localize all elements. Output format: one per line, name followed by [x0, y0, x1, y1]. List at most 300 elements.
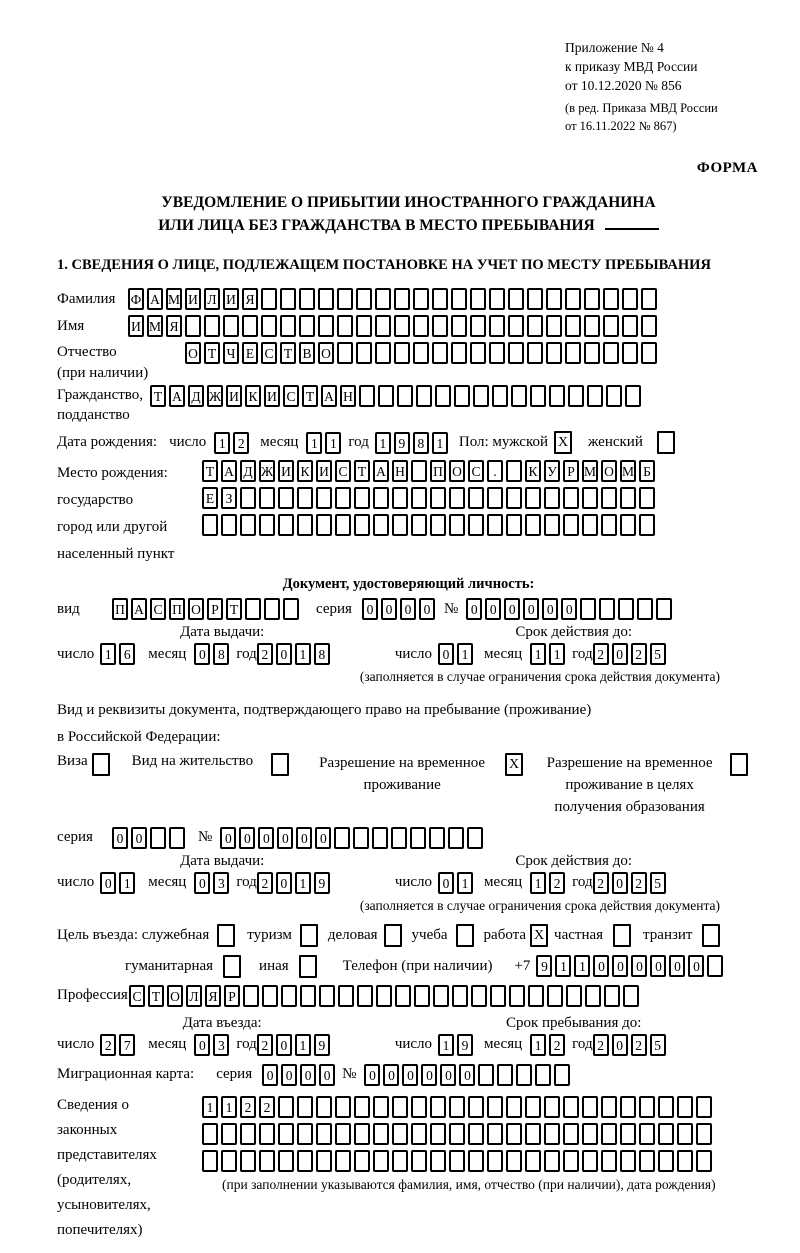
char-cell[interactable]: Я: [205, 985, 221, 1007]
char-cell[interactable]: 0: [112, 827, 128, 849]
residence-permit-checkbox[interactable]: [271, 753, 289, 776]
char-cell[interactable]: [335, 1123, 351, 1145]
char-cell[interactable]: [696, 1096, 712, 1118]
char-cell[interactable]: 2: [549, 872, 565, 894]
char-cell[interactable]: [487, 1150, 503, 1172]
char-cell[interactable]: [658, 1123, 674, 1145]
char-cell[interactable]: 1: [295, 1034, 311, 1056]
char-cell[interactable]: [356, 315, 372, 337]
char-cell[interactable]: [637, 598, 653, 620]
char-cell[interactable]: [411, 487, 427, 509]
char-cell[interactable]: [604, 985, 620, 1007]
char-cell[interactable]: [468, 1150, 484, 1172]
char-cell[interactable]: [620, 1150, 636, 1172]
char-cell[interactable]: 0: [631, 955, 647, 977]
char-cell[interactable]: [373, 1150, 389, 1172]
char-cell[interactable]: [240, 1123, 256, 1145]
char-cell[interactable]: [410, 827, 426, 849]
sex-male-checkbox[interactable]: X: [554, 431, 572, 454]
char-cell[interactable]: [584, 315, 600, 337]
sex-female-checkbox[interactable]: [657, 431, 675, 454]
char-cell[interactable]: [525, 1096, 541, 1118]
char-cell[interactable]: И: [264, 385, 280, 407]
char-cell[interactable]: М: [147, 315, 163, 337]
char-cell[interactable]: [618, 598, 634, 620]
char-cell[interactable]: И: [316, 460, 332, 482]
char-cell[interactable]: [278, 487, 294, 509]
char-cell[interactable]: [297, 514, 313, 536]
char-cell[interactable]: Д: [188, 385, 204, 407]
char-cell[interactable]: [202, 514, 218, 536]
char-cell[interactable]: Р: [224, 985, 240, 1007]
char-cell[interactable]: 0: [281, 1064, 297, 1086]
char-cell[interactable]: [639, 514, 655, 536]
char-cell[interactable]: С: [150, 598, 166, 620]
char-cell[interactable]: 0: [400, 598, 416, 620]
char-cell[interactable]: 1: [119, 872, 135, 894]
char-cell[interactable]: [585, 985, 601, 1007]
char-cell[interactable]: [240, 487, 256, 509]
char-cell[interactable]: О: [601, 460, 617, 482]
char-cell[interactable]: [487, 487, 503, 509]
char-cell[interactable]: [354, 487, 370, 509]
char-cell[interactable]: [468, 514, 484, 536]
char-cell[interactable]: [639, 1150, 655, 1172]
char-cell[interactable]: [544, 514, 560, 536]
char-cell[interactable]: К: [297, 460, 313, 482]
char-cell[interactable]: 0: [440, 1064, 456, 1086]
purpose-business-checkbox[interactable]: [384, 924, 402, 947]
char-cell[interactable]: [261, 315, 277, 337]
char-cell[interactable]: [490, 985, 506, 1007]
char-cell[interactable]: [359, 385, 375, 407]
char-cell[interactable]: 0: [688, 955, 704, 977]
char-cell[interactable]: 1: [325, 432, 341, 454]
char-cell[interactable]: Ж: [207, 385, 223, 407]
char-cell[interactable]: [506, 1123, 522, 1145]
char-cell[interactable]: 2: [593, 1034, 609, 1056]
char-cell[interactable]: 0: [381, 598, 397, 620]
char-cell[interactable]: [397, 385, 413, 407]
char-cell[interactable]: [535, 1064, 551, 1086]
char-cell[interactable]: Т: [202, 460, 218, 482]
char-cell[interactable]: [489, 315, 505, 337]
char-cell[interactable]: [395, 985, 411, 1007]
temp-residence-edu-checkbox[interactable]: [730, 753, 748, 776]
char-cell[interactable]: [297, 487, 313, 509]
char-cell[interactable]: 0: [438, 872, 454, 894]
char-cell[interactable]: [565, 315, 581, 337]
char-cell[interactable]: Т: [354, 460, 370, 482]
char-cell[interactable]: [601, 487, 617, 509]
char-cell[interactable]: 2: [549, 1034, 565, 1056]
char-cell[interactable]: А: [373, 460, 389, 482]
char-cell[interactable]: 0: [383, 1064, 399, 1086]
char-cell[interactable]: [316, 1150, 332, 1172]
char-cell[interactable]: [584, 342, 600, 364]
char-cell[interactable]: [451, 342, 467, 364]
char-cell[interactable]: [278, 514, 294, 536]
char-cell[interactable]: [391, 827, 407, 849]
char-cell[interactable]: [169, 827, 185, 849]
char-cell[interactable]: [554, 1064, 570, 1086]
char-cell[interactable]: [601, 1150, 617, 1172]
char-cell[interactable]: [392, 514, 408, 536]
char-cell[interactable]: 1: [214, 432, 230, 454]
char-cell[interactable]: 0: [421, 1064, 437, 1086]
char-cell[interactable]: [429, 827, 445, 849]
char-cell[interactable]: [299, 315, 315, 337]
char-cell[interactable]: [259, 487, 275, 509]
char-cell[interactable]: [353, 827, 369, 849]
char-cell[interactable]: [337, 288, 353, 310]
char-cell[interactable]: [202, 1123, 218, 1145]
char-cell[interactable]: [603, 315, 619, 337]
char-cell[interactable]: [430, 514, 446, 536]
char-cell[interactable]: [375, 315, 391, 337]
char-cell[interactable]: 0: [523, 598, 539, 620]
char-cell[interactable]: М: [620, 460, 636, 482]
char-cell[interactable]: [240, 1150, 256, 1172]
char-cell[interactable]: 9: [536, 955, 552, 977]
char-cell[interactable]: [318, 315, 334, 337]
char-cell[interactable]: 0: [194, 872, 210, 894]
char-cell[interactable]: 0: [315, 827, 331, 849]
char-cell[interactable]: [373, 1096, 389, 1118]
char-cell[interactable]: [454, 385, 470, 407]
visa-checkbox[interactable]: [92, 753, 110, 776]
char-cell[interactable]: [278, 1150, 294, 1172]
char-cell[interactable]: .: [487, 460, 503, 482]
char-cell[interactable]: [544, 1123, 560, 1145]
char-cell[interactable]: [373, 514, 389, 536]
char-cell[interactable]: 8: [213, 643, 229, 665]
char-cell[interactable]: 0: [362, 598, 378, 620]
char-cell[interactable]: [430, 1123, 446, 1145]
char-cell[interactable]: Ж: [259, 460, 275, 482]
char-cell[interactable]: 1: [306, 432, 322, 454]
char-cell[interactable]: 0: [276, 643, 292, 665]
char-cell[interactable]: 2: [100, 1034, 116, 1056]
char-cell[interactable]: 2: [631, 1034, 647, 1056]
char-cell[interactable]: [563, 514, 579, 536]
char-cell[interactable]: [451, 288, 467, 310]
char-cell[interactable]: 7: [119, 1034, 135, 1056]
char-cell[interactable]: П: [112, 598, 128, 620]
char-cell[interactable]: О: [449, 460, 465, 482]
char-cell[interactable]: 0: [131, 827, 147, 849]
char-cell[interactable]: 0: [300, 1064, 316, 1086]
char-cell[interactable]: [565, 288, 581, 310]
char-cell[interactable]: Н: [392, 460, 408, 482]
char-cell[interactable]: О: [188, 598, 204, 620]
char-cell[interactable]: 0: [100, 872, 116, 894]
char-cell[interactable]: 1: [549, 643, 565, 665]
char-cell[interactable]: 0: [612, 1034, 628, 1056]
char-cell[interactable]: [565, 342, 581, 364]
char-cell[interactable]: И: [223, 288, 239, 310]
char-cell[interactable]: Т: [204, 342, 220, 364]
char-cell[interactable]: Е: [242, 342, 258, 364]
char-cell[interactable]: [375, 288, 391, 310]
char-cell[interactable]: [620, 1123, 636, 1145]
char-cell[interactable]: 0: [239, 827, 255, 849]
char-cell[interactable]: [696, 1150, 712, 1172]
char-cell[interactable]: [394, 342, 410, 364]
char-cell[interactable]: [478, 1064, 494, 1086]
char-cell[interactable]: И: [226, 385, 242, 407]
char-cell[interactable]: 1: [202, 1096, 218, 1118]
char-cell[interactable]: 1: [295, 643, 311, 665]
char-cell[interactable]: А: [221, 460, 237, 482]
char-cell[interactable]: [677, 1150, 693, 1172]
char-cell[interactable]: [568, 385, 584, 407]
char-cell[interactable]: 5: [650, 872, 666, 894]
char-cell[interactable]: Л: [186, 985, 202, 1007]
char-cell[interactable]: 1: [438, 1034, 454, 1056]
char-cell[interactable]: [511, 385, 527, 407]
char-cell[interactable]: 5: [650, 643, 666, 665]
char-cell[interactable]: [411, 1150, 427, 1172]
char-cell[interactable]: 1: [574, 955, 590, 977]
char-cell[interactable]: С: [335, 460, 351, 482]
char-cell[interactable]: [509, 985, 525, 1007]
char-cell[interactable]: [582, 1150, 598, 1172]
char-cell[interactable]: [546, 288, 562, 310]
purpose-tourism-checkbox[interactable]: [300, 924, 318, 947]
char-cell[interactable]: К: [525, 460, 541, 482]
char-cell[interactable]: [354, 1150, 370, 1172]
char-cell[interactable]: [335, 487, 351, 509]
char-cell[interactable]: 0: [612, 955, 628, 977]
char-cell[interactable]: [243, 985, 259, 1007]
char-cell[interactable]: [337, 315, 353, 337]
char-cell[interactable]: [411, 514, 427, 536]
char-cell[interactable]: 0: [504, 598, 520, 620]
char-cell[interactable]: [449, 1150, 465, 1172]
char-cell[interactable]: [677, 1096, 693, 1118]
char-cell[interactable]: [394, 288, 410, 310]
char-cell[interactable]: [240, 514, 256, 536]
char-cell[interactable]: 0: [277, 827, 293, 849]
char-cell[interactable]: [508, 288, 524, 310]
char-cell[interactable]: [448, 827, 464, 849]
char-cell[interactable]: [150, 827, 166, 849]
char-cell[interactable]: [525, 514, 541, 536]
char-cell[interactable]: 0: [419, 598, 435, 620]
char-cell[interactable]: [473, 385, 489, 407]
purpose-private-checkbox[interactable]: [613, 924, 631, 947]
char-cell[interactable]: 0: [276, 872, 292, 894]
char-cell[interactable]: С: [468, 460, 484, 482]
char-cell[interactable]: [620, 487, 636, 509]
char-cell[interactable]: [516, 1064, 532, 1086]
char-cell[interactable]: [316, 487, 332, 509]
char-cell[interactable]: [467, 827, 483, 849]
char-cell[interactable]: М: [166, 288, 182, 310]
char-cell[interactable]: 2: [593, 872, 609, 894]
purpose-work-checkbox[interactable]: X: [530, 924, 548, 947]
char-cell[interactable]: [261, 288, 277, 310]
char-cell[interactable]: [430, 1096, 446, 1118]
char-cell[interactable]: [546, 315, 562, 337]
char-cell[interactable]: [392, 1096, 408, 1118]
char-cell[interactable]: Т: [280, 342, 296, 364]
char-cell[interactable]: [433, 985, 449, 1007]
char-cell[interactable]: [546, 342, 562, 364]
char-cell[interactable]: [297, 1150, 313, 1172]
char-cell[interactable]: [185, 315, 201, 337]
char-cell[interactable]: 9: [394, 432, 410, 454]
char-cell[interactable]: И: [278, 460, 294, 482]
char-cell[interactable]: 0: [561, 598, 577, 620]
char-cell[interactable]: С: [261, 342, 277, 364]
char-cell[interactable]: 2: [240, 1096, 256, 1118]
char-cell[interactable]: [300, 985, 316, 1007]
char-cell[interactable]: [470, 342, 486, 364]
char-cell[interactable]: [487, 514, 503, 536]
char-cell[interactable]: [280, 315, 296, 337]
char-cell[interactable]: [335, 514, 351, 536]
char-cell[interactable]: Т: [148, 985, 164, 1007]
char-cell[interactable]: [394, 315, 410, 337]
char-cell[interactable]: [641, 288, 657, 310]
char-cell[interactable]: [623, 985, 639, 1007]
char-cell[interactable]: А: [321, 385, 337, 407]
char-cell[interactable]: 0: [364, 1064, 380, 1086]
char-cell[interactable]: [470, 315, 486, 337]
char-cell[interactable]: 0: [650, 955, 666, 977]
char-cell[interactable]: [411, 460, 427, 482]
char-cell[interactable]: [316, 514, 332, 536]
char-cell[interactable]: [357, 985, 373, 1007]
char-cell[interactable]: [373, 1123, 389, 1145]
char-cell[interactable]: [639, 1096, 655, 1118]
char-cell[interactable]: У: [544, 460, 560, 482]
char-cell[interactable]: [318, 288, 334, 310]
char-cell[interactable]: 0: [612, 872, 628, 894]
char-cell[interactable]: [606, 385, 622, 407]
char-cell[interactable]: [527, 342, 543, 364]
char-cell[interactable]: [530, 385, 546, 407]
char-cell[interactable]: 1: [432, 432, 448, 454]
char-cell[interactable]: [278, 1123, 294, 1145]
char-cell[interactable]: 0: [438, 643, 454, 665]
char-cell[interactable]: [599, 598, 615, 620]
char-cell[interactable]: [601, 1123, 617, 1145]
temp-residence-checkbox[interactable]: X: [505, 753, 523, 776]
char-cell[interactable]: Ф: [128, 288, 144, 310]
char-cell[interactable]: [378, 385, 394, 407]
char-cell[interactable]: К: [245, 385, 261, 407]
char-cell[interactable]: [221, 1150, 237, 1172]
char-cell[interactable]: И: [128, 315, 144, 337]
char-cell[interactable]: 0: [194, 643, 210, 665]
char-cell[interactable]: [620, 514, 636, 536]
char-cell[interactable]: Л: [204, 288, 220, 310]
char-cell[interactable]: 1: [555, 955, 571, 977]
char-cell[interactable]: [354, 514, 370, 536]
char-cell[interactable]: [449, 487, 465, 509]
char-cell[interactable]: Д: [240, 460, 256, 482]
char-cell[interactable]: 0: [593, 955, 609, 977]
char-cell[interactable]: П: [169, 598, 185, 620]
char-cell[interactable]: [506, 1150, 522, 1172]
char-cell[interactable]: [449, 514, 465, 536]
char-cell[interactable]: [221, 514, 237, 536]
char-cell[interactable]: [316, 1123, 332, 1145]
char-cell[interactable]: [335, 1150, 351, 1172]
char-cell[interactable]: [603, 342, 619, 364]
char-cell[interactable]: З: [221, 487, 237, 509]
char-cell[interactable]: 3: [213, 1034, 229, 1056]
purpose-humanitarian-checkbox[interactable]: [223, 955, 241, 978]
char-cell[interactable]: А: [147, 288, 163, 310]
char-cell[interactable]: [584, 288, 600, 310]
char-cell[interactable]: [563, 1150, 579, 1172]
char-cell[interactable]: [449, 1096, 465, 1118]
purpose-study-checkbox[interactable]: [456, 924, 474, 947]
char-cell[interactable]: [582, 514, 598, 536]
char-cell[interactable]: Т: [302, 385, 318, 407]
char-cell[interactable]: 1: [457, 643, 473, 665]
char-cell[interactable]: [430, 1150, 446, 1172]
char-cell[interactable]: [297, 1096, 313, 1118]
char-cell[interactable]: 0: [542, 598, 558, 620]
char-cell[interactable]: [487, 1123, 503, 1145]
char-cell[interactable]: [413, 342, 429, 364]
char-cell[interactable]: 3: [213, 872, 229, 894]
char-cell[interactable]: 0: [258, 827, 274, 849]
char-cell[interactable]: [297, 1123, 313, 1145]
char-cell[interactable]: [262, 985, 278, 1007]
char-cell[interactable]: [506, 514, 522, 536]
char-cell[interactable]: 0: [262, 1064, 278, 1086]
char-cell[interactable]: А: [131, 598, 147, 620]
char-cell[interactable]: [204, 315, 220, 337]
char-cell[interactable]: [452, 985, 468, 1007]
char-cell[interactable]: [449, 1123, 465, 1145]
char-cell[interactable]: [528, 985, 544, 1007]
char-cell[interactable]: [544, 1096, 560, 1118]
char-cell[interactable]: [601, 514, 617, 536]
char-cell[interactable]: О: [167, 985, 183, 1007]
char-cell[interactable]: 0: [459, 1064, 475, 1086]
char-cell[interactable]: 1: [530, 872, 546, 894]
char-cell[interactable]: О: [318, 342, 334, 364]
char-cell[interactable]: [392, 1123, 408, 1145]
char-cell[interactable]: [435, 385, 451, 407]
char-cell[interactable]: [416, 385, 432, 407]
char-cell[interactable]: [489, 288, 505, 310]
char-cell[interactable]: [563, 1123, 579, 1145]
char-cell[interactable]: [319, 985, 335, 1007]
char-cell[interactable]: [264, 598, 280, 620]
char-cell[interactable]: 0: [194, 1034, 210, 1056]
purpose-official-checkbox[interactable]: [217, 924, 235, 947]
char-cell[interactable]: [582, 1096, 598, 1118]
char-cell[interactable]: С: [283, 385, 299, 407]
char-cell[interactable]: 0: [669, 955, 685, 977]
char-cell[interactable]: 2: [631, 872, 647, 894]
char-cell[interactable]: И: [185, 288, 201, 310]
char-cell[interactable]: [259, 1150, 275, 1172]
char-cell[interactable]: [432, 315, 448, 337]
char-cell[interactable]: [375, 342, 391, 364]
char-cell[interactable]: [525, 487, 541, 509]
char-cell[interactable]: 0: [220, 827, 236, 849]
char-cell[interactable]: В: [299, 342, 315, 364]
